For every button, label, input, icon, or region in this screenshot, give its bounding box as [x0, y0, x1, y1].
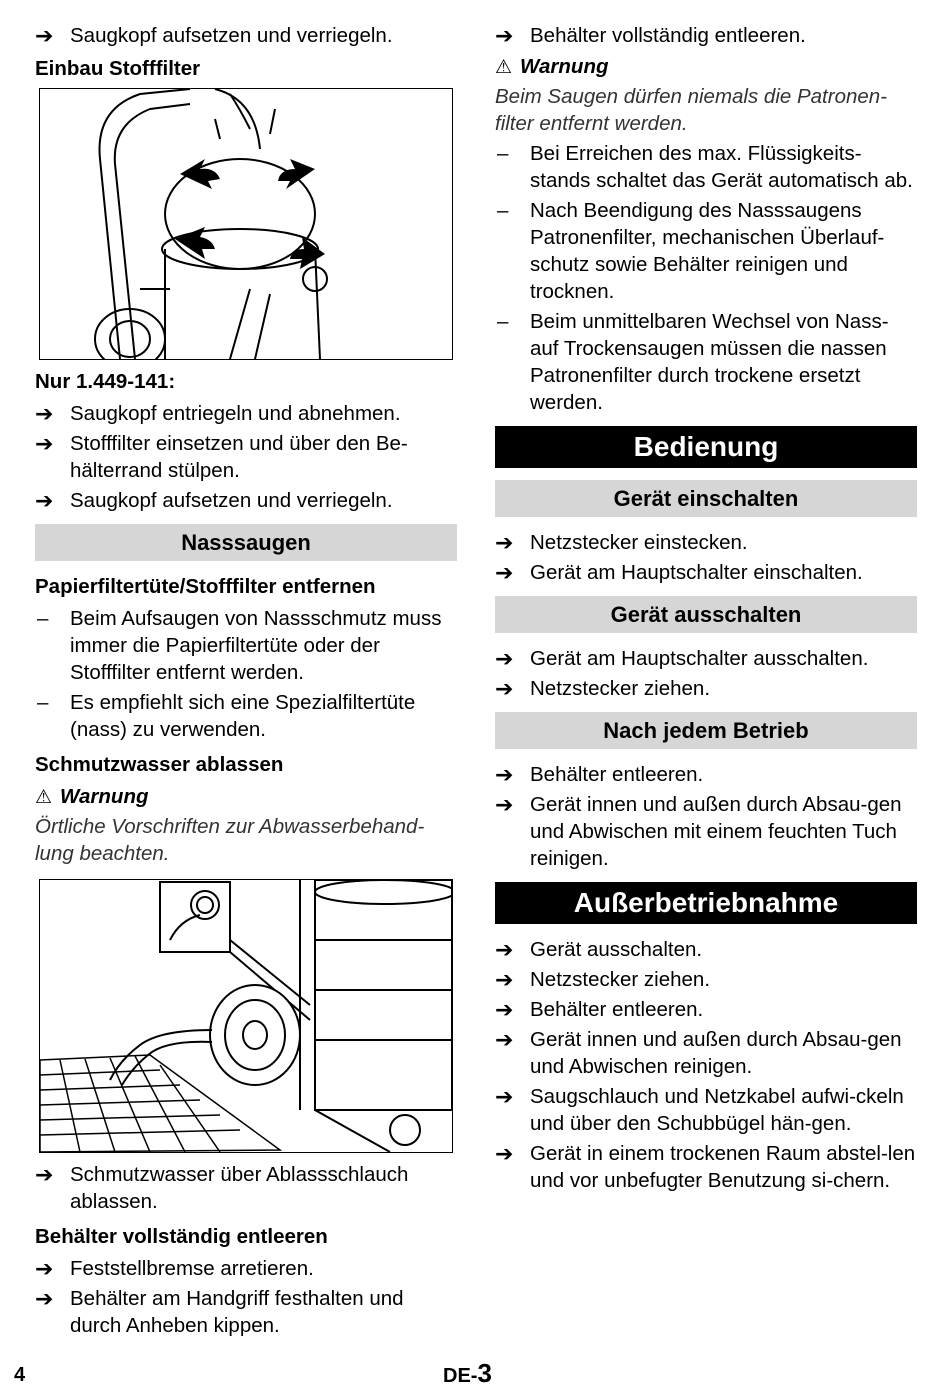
arrow-right-icon: ➔: [35, 401, 54, 426]
step-item: ➔ Stofffilter einsetzen und über den Be-hälterrand stülpen.: [35, 431, 408, 482]
arrow-right-icon: ➔: [495, 676, 514, 701]
subsection-after-operation: Nach jedem Betrieb: [495, 712, 917, 749]
arrow-right-icon: ➔: [495, 1141, 514, 1166]
dash-item: – Bei Erreichen des max. Flüssigkeits-stands schaltet das Gerät automatisch ab.: [497, 142, 913, 192]
warning-triangle-icon: ⚠: [35, 787, 53, 808]
page-number: 4: [14, 1364, 26, 1386]
arrow-right-icon: ➔: [35, 1286, 54, 1311]
arrow-right-icon: ➔: [495, 792, 514, 817]
section-wet-vacuuming: Nasssaugen: [35, 524, 457, 561]
arrow-right-icon: ➔: [495, 646, 514, 671]
warning-heading: ⚠ Warnung: [495, 55, 609, 78]
heading-empty-container: Behälter vollständig entleeren: [35, 1225, 328, 1248]
dash-item: – Beim unmittelbaren Wechsel von Nass- auf Trockensaugen müssen die nassen Patronenfilter durch trockene ersetzt werden.: [497, 310, 889, 414]
arrow-right-icon: ➔: [35, 23, 54, 48]
step-item: ➔ Gerät am Hauptschalter einschalten.: [495, 560, 863, 585]
step-item: ➔ Behälter entleeren.: [495, 997, 704, 1022]
dash-item: – Nach Beendigung des Nasssaugens Patronenfilter, mechanischen Überlauf-schutz sowie Behälter reinigen und trocknen.: [497, 199, 885, 303]
step-item: ➔ Gerät innen und außen durch Absau-gen und Abwischen mit einem feuchten Tuch reinigen.: [495, 792, 902, 870]
step-item: ➔ Behälter vollständig entleeren.: [495, 23, 806, 48]
right-column: [495, 22, 917, 1197]
heading-drain: Schmutzwasser ablassen: [35, 753, 284, 776]
heading-install: Einbau Stofffilter: [35, 57, 201, 80]
arrow-right-icon: ➔: [35, 488, 54, 513]
step-item: ➔ Saugschlauch und Netzkabel aufwi-ckeln und über den Schubbügel hän-gen.: [495, 1084, 904, 1135]
step-item: ➔ Saugkopf entriegeln und abnehmen.: [35, 401, 401, 426]
model-label: Nur 1.449-141:: [35, 370, 176, 393]
arrow-right-icon: ➔: [495, 560, 514, 585]
subsection-switch-on: Gerät einschalten: [495, 480, 917, 517]
vacuum-filter-illustration: [40, 89, 452, 359]
step-item: ➔ Netzstecker ziehen.: [495, 676, 711, 701]
warning-text: Örtliche Vorschriften zur Abwasserbehand-lung beachten.: [35, 815, 425, 865]
step-item: ➔ Netzstecker ziehen.: [495, 967, 711, 992]
step-item: ➔ Saugkopf aufsetzen und verriegeln.: [35, 488, 393, 513]
arrow-right-icon: ➔: [495, 530, 514, 555]
arrow-right-icon: ➔: [35, 1256, 54, 1281]
step-item: ➔ Behälter am Handgriff festhalten und durch Anheben kippen.: [35, 1286, 404, 1337]
warning-heading: ⚠ Warnung: [35, 785, 149, 808]
arrow-right-icon: ➔: [35, 431, 54, 456]
arrow-right-icon: ➔: [495, 762, 514, 787]
left-column: [35, 22, 457, 1342]
section-decommissioning: Außerbetriebnahme: [495, 882, 917, 924]
step-item: ➔ Feststellbremse arretieren.: [35, 1256, 314, 1281]
step-item: ➔ Netzstecker einstecken.: [495, 530, 748, 555]
section-operation: Bedienung: [495, 426, 917, 468]
subsection-switch-off: Gerät ausschalten: [495, 596, 917, 633]
arrow-right-icon: ➔: [495, 997, 514, 1022]
warning-triangle-icon: ⚠: [495, 57, 513, 78]
step-item: ➔ Saugkopf aufsetzen und verriegeln.: [35, 23, 393, 48]
arrow-right-icon: ➔: [495, 937, 514, 962]
arrow-right-icon: ➔: [495, 23, 514, 48]
warning-text: Beim Saugen dürfen niemals die Patronen-filter entfernt werden.: [495, 85, 888, 135]
drain-hose-illustration: [40, 880, 452, 1152]
arrow-right-icon: ➔: [495, 1084, 514, 1109]
step-item: ➔ Schmutzwasser über Ablassschlauch ablassen.: [35, 1162, 409, 1213]
dash-item: – Es empfiehlt sich eine Spezialfiltertüte (nass) zu verwenden.: [37, 691, 416, 741]
step-item: ➔ Gerät ausschalten.: [495, 937, 703, 962]
step-item: ➔ Behälter entleeren.: [495, 762, 704, 787]
dash-item: – Beim Aufsaugen von Nassschmutz muss immer die Papierfiltertüte oder der Stofffilter entfernt werden.: [37, 607, 442, 684]
arrow-right-icon: ➔: [495, 1027, 514, 1052]
language-page-ref: DE-3: [443, 1358, 492, 1388]
arrow-right-icon: ➔: [495, 967, 514, 992]
arrow-right-icon: ➔: [35, 1162, 54, 1187]
figure-filter-install: [39, 88, 453, 360]
step-item: ➔ Gerät innen und außen durch Absau-gen und Abwischen reinigen.: [495, 1027, 902, 1078]
step-item: ➔ Gerät in einem trockenen Raum abstel-len und vor unbefugter Benutzung si-chern.: [495, 1141, 916, 1192]
heading-remove-filter: Papierfiltertüte/Stofffilter entfernen: [35, 575, 376, 598]
figure-drain: [39, 879, 453, 1153]
step-item: ➔ Gerät am Hauptschalter ausschalten.: [495, 646, 869, 671]
